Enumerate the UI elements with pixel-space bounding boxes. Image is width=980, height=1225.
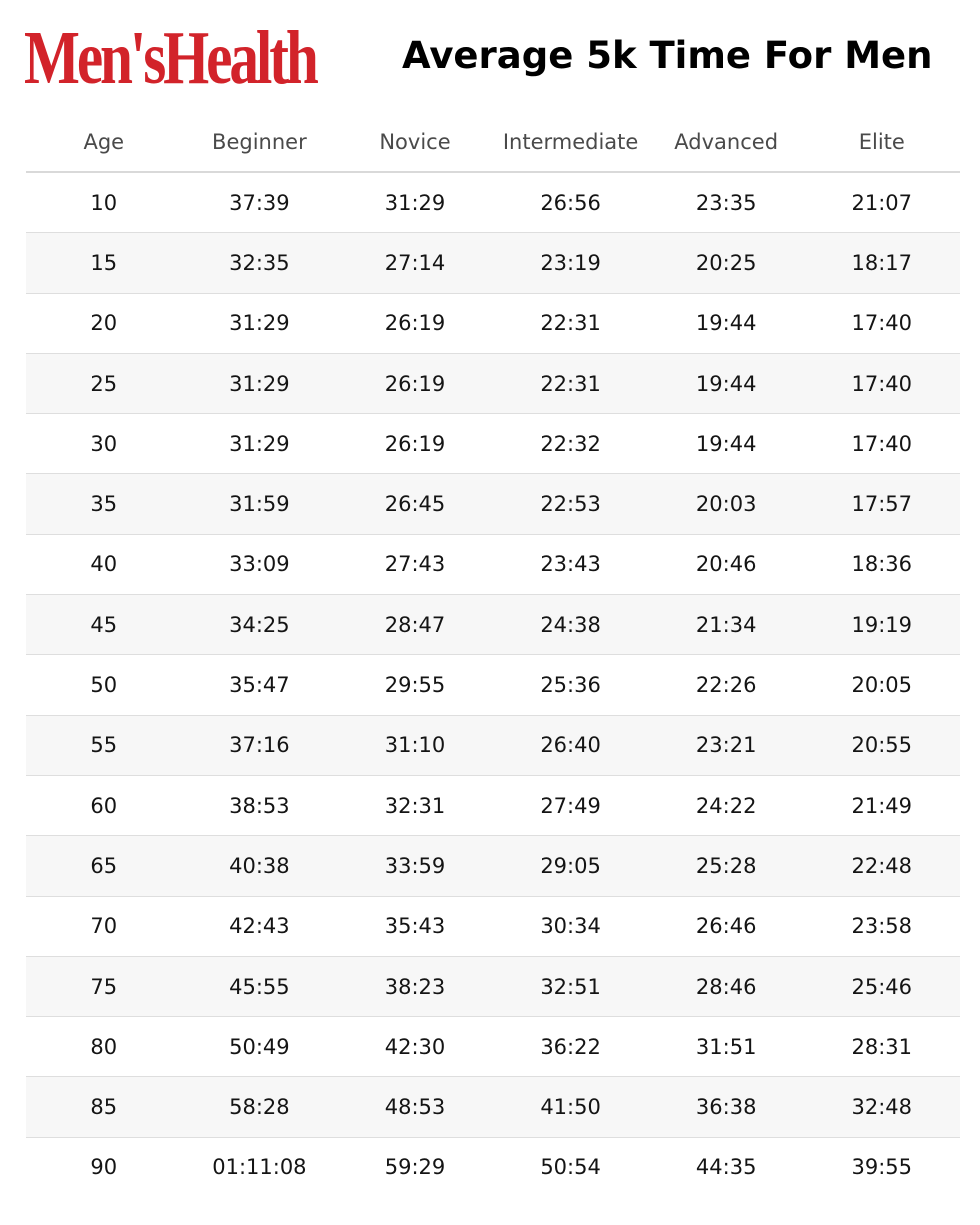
table-cell-beginner: 50:49: [229, 1034, 290, 1059]
table-row: [26, 595, 960, 655]
table-cell-advanced: 19:44: [695, 311, 757, 336]
table-cell-intermediate: 36:22: [540, 1034, 601, 1059]
table-row: [26, 957, 960, 1017]
table-cell-beginner: 58:28: [229, 1095, 290, 1120]
table-row: [26, 294, 960, 354]
table-cell-novice: 28:47: [384, 612, 446, 637]
table-cell-advanced: 24:22: [695, 793, 757, 818]
table-cell-elite: 20:05: [851, 673, 913, 698]
table-row: [26, 836, 960, 896]
average-5k-time-table: [26, 112, 960, 1197]
table-cell-advanced: 22:26: [695, 673, 757, 698]
table-cell-intermediate: 29:05: [540, 853, 601, 878]
table-cell-beginner: 01:11:08: [212, 1155, 307, 1180]
table-cell-elite: 17:40: [851, 371, 913, 396]
table-row: [26, 535, 960, 595]
table-cell-intermediate: 25:36: [540, 673, 601, 698]
table-cell-beginner: 32:35: [229, 250, 290, 275]
table-row: [26, 1017, 960, 1077]
table-cell-novice: 59:29: [384, 1155, 446, 1180]
mens-health-logo: Men'sHealth: [24, 16, 316, 100]
table-cell-elite: 22:48: [851, 853, 913, 878]
table-cell-age: 15: [90, 250, 118, 275]
table-cell-age: 45: [90, 612, 118, 637]
table-cell-advanced: 23:21: [695, 733, 757, 758]
table-cell-age: 85: [90, 1095, 118, 1120]
table-cell-advanced: 28:46: [695, 974, 757, 999]
table-cell-age: 25: [90, 371, 118, 396]
table-cell-elite: 28:31: [851, 1034, 913, 1059]
column-header-intermediate: Intermediate: [502, 129, 639, 154]
table-body: [26, 173, 960, 1197]
table-cell-intermediate: 32:51: [540, 974, 601, 999]
table-cell-elite: 21:49: [851, 793, 913, 818]
table-row: [26, 897, 960, 957]
table-cell-novice: 27:43: [384, 552, 446, 577]
table-row: [26, 354, 960, 414]
table-cell-intermediate: 26:56: [540, 190, 601, 215]
table-cell-advanced: 44:35: [695, 1155, 757, 1180]
table-cell-intermediate: 22:31: [540, 311, 601, 336]
table-cell-intermediate: 22:53: [540, 492, 601, 517]
table-cell-advanced: 19:44: [695, 371, 757, 396]
table-cell-beginner: 31:29: [229, 371, 290, 396]
table-cell-novice: 31:29: [384, 190, 446, 215]
table-cell-age: 35: [90, 492, 118, 517]
table-cell-beginner: 45:55: [229, 974, 290, 999]
table-cell-age: 60: [90, 793, 118, 818]
table-cell-beginner: 35:47: [229, 673, 290, 698]
table-cell-age: 40: [90, 552, 118, 577]
table-cell-beginner: 33:09: [229, 552, 290, 577]
table-cell-advanced: 20:03: [695, 492, 757, 517]
table-cell-novice: 31:10: [384, 733, 446, 758]
table-cell-intermediate: 22:32: [540, 431, 601, 456]
table-cell-elite: 32:48: [851, 1095, 913, 1120]
table-row: [26, 474, 960, 534]
table-row: [26, 1077, 960, 1137]
table-row: [26, 716, 960, 776]
table-cell-novice: 33:59: [384, 853, 446, 878]
table-cell-novice: 32:31: [384, 793, 446, 818]
table-cell-novice: 48:53: [384, 1095, 446, 1120]
table-cell-novice: 26:19: [384, 311, 446, 336]
table-cell-age: 80: [90, 1034, 118, 1059]
table-cell-advanced: 19:44: [695, 431, 757, 456]
table-cell-elite: 39:55: [851, 1155, 913, 1180]
table-cell-advanced: 25:28: [695, 853, 757, 878]
page-header: [0, 0, 980, 112]
table-cell-intermediate: 24:38: [540, 612, 601, 637]
table-cell-novice: 38:23: [384, 974, 446, 999]
table-cell-novice: 26:19: [384, 371, 446, 396]
table-cell-advanced: 36:38: [695, 1095, 757, 1120]
column-header-age: Age: [83, 129, 125, 154]
table-cell-advanced: 21:34: [695, 612, 757, 637]
table-cell-elite: 17:40: [851, 431, 913, 456]
table-cell-intermediate: 26:40: [540, 733, 601, 758]
table-cell-novice: 27:14: [384, 250, 446, 275]
page-title: Average 5k Time For Men: [402, 34, 933, 77]
table-cell-intermediate: 22:31: [540, 371, 601, 396]
table-cell-novice: 29:55: [384, 673, 446, 698]
table-cell-age: 55: [90, 733, 118, 758]
table-cell-advanced: 31:51: [695, 1034, 757, 1059]
table-cell-intermediate: 23:19: [540, 250, 601, 275]
table-cell-beginner: 31:59: [229, 492, 290, 517]
column-header-novice: Novice: [379, 129, 451, 154]
table-cell-intermediate: 27:49: [540, 793, 601, 818]
table-header-row: [26, 112, 960, 173]
table-cell-advanced: 20:46: [695, 552, 757, 577]
table-cell-elite: 17:57: [851, 492, 913, 517]
table-cell-age: 90: [90, 1155, 118, 1180]
table-row: [26, 776, 960, 836]
table-cell-age: 50: [90, 673, 118, 698]
table-cell-intermediate: 41:50: [540, 1095, 601, 1120]
table-cell-beginner: 42:43: [229, 914, 290, 939]
table-row: [26, 173, 960, 233]
column-header-advanced: Advanced: [674, 129, 779, 154]
table-cell-age: 30: [90, 431, 118, 456]
table-cell-novice: 26:45: [384, 492, 446, 517]
table-cell-advanced: 26:46: [695, 914, 757, 939]
table-cell-advanced: 20:25: [695, 250, 757, 275]
table-cell-intermediate: 50:54: [540, 1155, 601, 1180]
table-row: [26, 1138, 960, 1197]
table-cell-elite: 18:17: [851, 250, 913, 275]
column-header-elite: Elite: [858, 129, 905, 154]
table-cell-elite: 25:46: [851, 974, 913, 999]
table-cell-age: 65: [90, 853, 118, 878]
table-cell-intermediate: 30:34: [540, 914, 601, 939]
table-cell-elite: 19:19: [851, 612, 913, 637]
table-cell-elite: 21:07: [851, 190, 913, 215]
table-cell-elite: 18:36: [851, 552, 913, 577]
table-cell-beginner: 40:38: [229, 853, 290, 878]
table-cell-beginner: 34:25: [229, 612, 290, 637]
table-cell-age: 75: [90, 974, 118, 999]
table-cell-advanced: 23:35: [695, 190, 757, 215]
table-row: [26, 233, 960, 293]
column-header-beginner: Beginner: [212, 129, 307, 154]
table-cell-novice: 26:19: [384, 431, 446, 456]
table-cell-age: 20: [90, 311, 118, 336]
table-cell-beginner: 37:39: [229, 190, 290, 215]
table-cell-novice: 42:30: [384, 1034, 446, 1059]
table-cell-beginner: 31:29: [229, 431, 290, 456]
table-row: [26, 655, 960, 715]
table-cell-elite: 17:40: [851, 311, 913, 336]
table-cell-elite: 23:58: [851, 914, 913, 939]
table-cell-beginner: 38:53: [229, 793, 290, 818]
table-cell-age: 70: [90, 914, 118, 939]
table-row: [26, 414, 960, 474]
table-cell-age: 10: [90, 190, 118, 215]
table-cell-beginner: 31:29: [229, 311, 290, 336]
table-cell-intermediate: 23:43: [540, 552, 601, 577]
table-cell-beginner: 37:16: [229, 733, 290, 758]
table-cell-novice: 35:43: [384, 914, 446, 939]
table-cell-elite: 20:55: [851, 733, 913, 758]
